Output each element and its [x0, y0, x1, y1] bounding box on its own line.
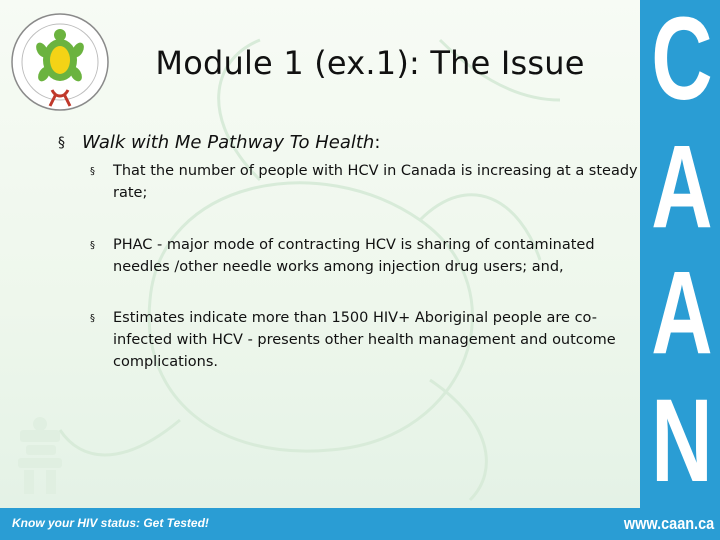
- sub-bullet-item: [90, 234, 643, 278]
- footer-bar: [0, 508, 720, 540]
- sidebar-letter: A: [651, 121, 713, 253]
- main-bullet-italic: Walk with Me Pathway To Health: [82, 132, 375, 153]
- sidebar-letter: N: [651, 375, 713, 507]
- sub-bullet-text: Estimates indicate more than 1500 HIV+ Aboriginal people are co-infected with HCV - presents other health management and outcome complications.: [113, 310, 616, 370]
- sub-bullet-text: PHAC - major mode of contracting HCV is sharing of contaminated needles /other needle works among injection drug users; and,: [113, 237, 595, 275]
- slide-title: Module 1 (ex.1): The Issue: [155, 44, 585, 82]
- sidebar-letter: A: [651, 247, 713, 379]
- bullet-glyph: §: [90, 240, 95, 251]
- main-bullet-rest: :: [374, 132, 381, 153]
- inukshuk-icon: [14, 420, 70, 500]
- main-bullet: [58, 132, 642, 153]
- bullet-glyph: §: [90, 313, 95, 324]
- sub-bullet-text: That the number of people with HCV in Canada is increasing at a steady rate;: [113, 163, 638, 201]
- bullet-glyph: §: [58, 135, 65, 151]
- footer-tagline: Know your HIV status: Get Tested!: [12, 516, 209, 530]
- sub-bullet-item: [90, 160, 643, 204]
- bullet-glyph: §: [90, 166, 95, 177]
- sidebar-letter: C: [651, 0, 713, 125]
- footer-url-link[interactable]: www.caan.ca: [623, 514, 714, 533]
- turtle-logo-icon: [6, 8, 114, 116]
- sub-bullet-item: [90, 307, 643, 373]
- caan-sidebar: [640, 0, 720, 508]
